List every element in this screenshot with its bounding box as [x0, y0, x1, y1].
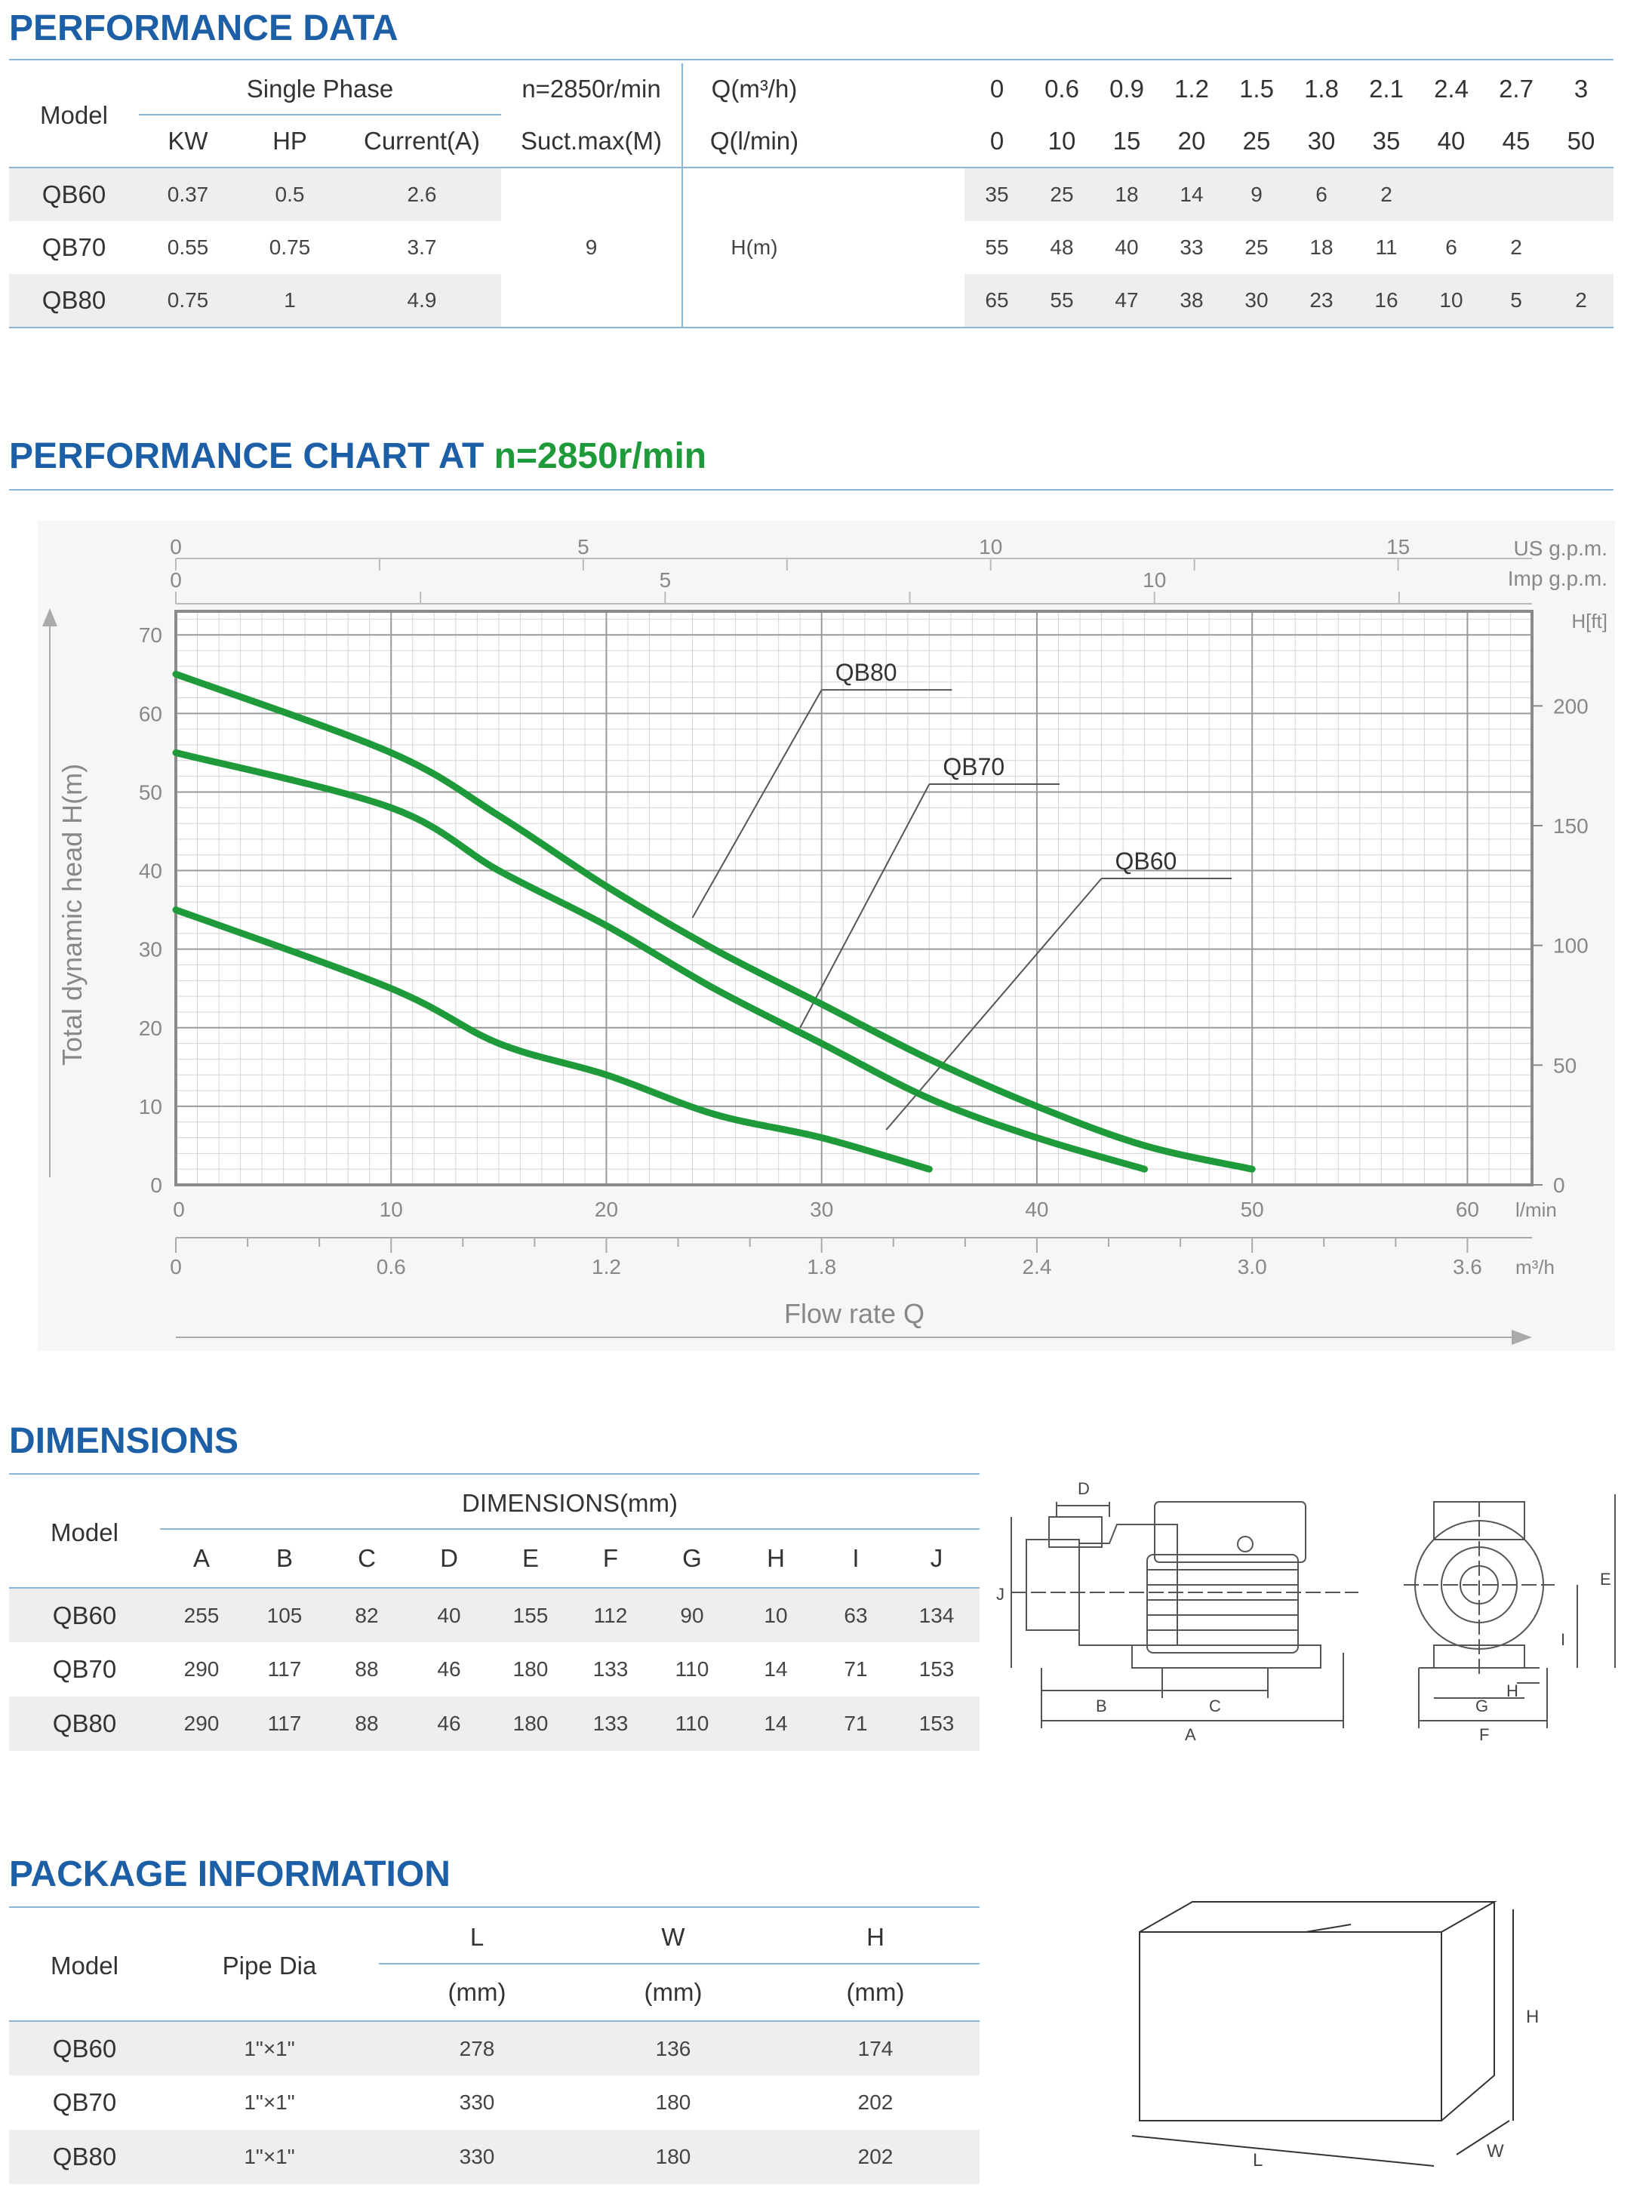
pump-dimension-drawing — [996, 1472, 1645, 1758]
series-label: QB80 — [835, 659, 897, 687]
x-tick-label: 30 — [810, 1198, 834, 1221]
imp-gpm-tick-label: 5 — [659, 568, 672, 592]
dim-value-cell: 133 — [592, 1657, 629, 1681]
us-gpm-tick-label: 5 — [577, 535, 589, 558]
dim-value-cell: 255 — [160, 1588, 243, 1642]
dim-value-cell: 63 — [818, 1588, 894, 1642]
q-lmin-value: 25 — [1242, 126, 1271, 155]
pkg-h-cell: 174 — [771, 2021, 980, 2075]
table-row — [9, 2130, 980, 2184]
dim-value-cell: 290 — [160, 1697, 243, 1751]
x2-unit-label: m³/h — [1515, 1256, 1555, 1278]
dim-value-cell: 133 — [571, 1697, 651, 1751]
head-value — [1419, 168, 1484, 221]
dim-label-d: D — [1078, 1479, 1090, 1498]
head-label-cell: H(m) — [682, 168, 826, 328]
pkg-h-cell: 202 — [857, 2090, 894, 2114]
q-m3h-value: 0.9 — [1109, 75, 1144, 103]
head-value: 35 — [964, 168, 1029, 221]
dim-value-cell: 71 — [844, 1657, 868, 1681]
hdr-q-lmin: Q(l/min) — [682, 115, 826, 168]
chart-title-rule — [9, 489, 1614, 491]
x-tick-label: 60 — [1455, 1198, 1480, 1221]
dim-value-cell: 290 — [183, 1657, 220, 1681]
pkg-hdr-h: H — [771, 1911, 980, 1964]
x-tick-label: 50 — [1240, 1198, 1264, 1221]
head-value: 6 — [1445, 235, 1457, 259]
x-tick-label: 10 — [379, 1198, 403, 1221]
model-cell: QB80 — [9, 274, 139, 328]
dim-value-cell: 88 — [326, 1697, 408, 1751]
head-value: 2 — [1354, 168, 1419, 221]
hdr-current: Current(A) — [343, 115, 501, 168]
dim-value-cell: 88 — [355, 1657, 379, 1681]
q-lmin-value: 30 — [1307, 126, 1336, 155]
x2-tick-label: 0.6 — [376, 1255, 406, 1278]
dim-label-f: F — [1479, 1725, 1490, 1744]
x2-tick-label: 3.0 — [1237, 1255, 1267, 1278]
dim-model-cell: QB80 — [9, 1697, 160, 1751]
q-m3h-value: 1.2 — [1174, 75, 1209, 103]
q-lmin-value: 45 — [1502, 126, 1530, 155]
pkg-l-cell: 330 — [379, 2130, 575, 2184]
head-value — [1549, 168, 1614, 221]
pkg-hdr-pipe: Pipe Dia — [160, 1911, 379, 2021]
dim-col-header: H — [734, 1529, 818, 1588]
model-cell: QB60 — [9, 168, 139, 221]
us-gpm-unit: US g.p.m. — [1513, 537, 1607, 560]
q-lmin-value: 40 — [1437, 126, 1466, 155]
pkg-hdr-model: Model — [9, 1911, 160, 2021]
q-m3h-value: 2.7 — [1499, 75, 1534, 103]
y-tick-label: 10 — [138, 1094, 162, 1118]
head-value: 9 — [1224, 168, 1289, 221]
dim-value-cell: 117 — [243, 1697, 326, 1751]
pkg-unit-l: (mm) — [379, 1964, 575, 2021]
pkg-model-cell: QB70 — [52, 2088, 117, 2116]
y-axis-label: Total dynamic head H(m) — [57, 763, 88, 1066]
pkg-pipe-cell: 1"×1" — [244, 2090, 295, 2114]
package-box-drawing — [1109, 1902, 1577, 2174]
dim-model-cell: QB70 — [52, 1655, 117, 1683]
pkg-w-cell: 180 — [575, 2130, 771, 2184]
pkg-pipe-cell: 1"×1" — [160, 2130, 379, 2184]
head-value: 55 — [985, 235, 1009, 259]
head-value: 38 — [1159, 274, 1224, 327]
imp-gpm-tick-label: 0 — [170, 568, 182, 592]
head-value: 6 — [1289, 168, 1354, 221]
x2-tick-label: 3.6 — [1452, 1255, 1482, 1278]
dim-col-header: E — [491, 1529, 571, 1588]
head-value: 16 — [1354, 274, 1419, 327]
x2-tick-label: 0 — [170, 1255, 182, 1278]
dimensions-title: DIMENSIONS — [9, 1421, 239, 1461]
dim-value-cell: 110 — [675, 1657, 709, 1681]
dim-value-cell: 112 — [571, 1588, 651, 1642]
dim-value-cell: 134 — [894, 1588, 980, 1642]
head-value: 55 — [1029, 274, 1094, 327]
dim-col-header: D — [408, 1529, 491, 1588]
dim-hdr-model: Model — [9, 1478, 160, 1588]
x-tick-label: 40 — [1025, 1198, 1049, 1221]
q-m3h-value: 2.4 — [1434, 75, 1469, 103]
y-tick-label: 0 — [150, 1174, 162, 1197]
q-m3h-value: 3 — [1574, 75, 1589, 103]
dim-col-header: I — [818, 1529, 894, 1588]
dim-value-cell: 180 — [512, 1657, 549, 1681]
y-tick-label: 60 — [138, 702, 162, 726]
dim-value-cell: 82 — [326, 1588, 408, 1642]
pkg-l-cell: 278 — [379, 2021, 575, 2075]
dim-label-e: E — [1600, 1570, 1611, 1589]
dim-value-cell: 90 — [651, 1588, 734, 1642]
dim-value-cell: 153 — [894, 1697, 980, 1751]
y2-tick-label: 150 — [1553, 814, 1589, 838]
chart-title-speed: n=2850r/min — [494, 436, 707, 476]
hdr-single-phase: Single Phase — [139, 63, 501, 115]
current-cell: 4.9 — [343, 274, 501, 328]
series-label: QB70 — [943, 753, 1005, 781]
hp-cell: 1 — [237, 274, 343, 328]
series-label: QB60 — [1115, 847, 1177, 875]
dim-value-cell: 40 — [408, 1588, 491, 1642]
dim-label-i: I — [1561, 1630, 1566, 1649]
hdr-hp: HP — [237, 115, 343, 168]
head-value — [1484, 168, 1549, 221]
dim-col-header: B — [243, 1529, 326, 1588]
x-tick-label: 20 — [594, 1198, 619, 1221]
dim-value-cell: 71 — [818, 1697, 894, 1751]
hdr-model: Model — [9, 63, 139, 168]
head-value: 33 — [1180, 235, 1204, 259]
y2-tick-label: 100 — [1553, 934, 1589, 958]
head-value: 2 — [1510, 235, 1522, 259]
head-value: 65 — [964, 274, 1029, 327]
model-cell: QB70 — [42, 233, 106, 261]
head-value: 23 — [1289, 274, 1354, 327]
us-gpm-tick-label: 0 — [170, 535, 182, 558]
y2-tick-label: 0 — [1553, 1174, 1565, 1197]
dim-hdr-group: DIMENSIONS(mm) — [160, 1478, 980, 1529]
hp-cell: 0.5 — [237, 168, 343, 221]
dim-value-cell: 10 — [734, 1588, 818, 1642]
q-m3h-value: 0.6 — [1044, 75, 1079, 103]
head-value — [1549, 221, 1614, 274]
head-value: 5 — [1484, 274, 1549, 327]
q-lmin-value: 50 — [1567, 126, 1595, 155]
q-lmin-value: 35 — [1372, 126, 1401, 155]
pkg-w-cell: 136 — [575, 2021, 771, 2075]
pkg-unit-w: (mm) — [575, 1964, 771, 2021]
x2-tick-label: 1.2 — [592, 1255, 621, 1278]
dim-value-cell: 153 — [918, 1657, 955, 1681]
box-label-w: W — [1487, 2141, 1504, 2161]
y-tick-label: 50 — [138, 780, 162, 805]
performance-chart-title — [9, 435, 706, 477]
table-row — [9, 1642, 980, 1697]
dim-col-header: C — [326, 1529, 408, 1588]
head-value: 48 — [1050, 235, 1074, 259]
x2-tick-label: 2.4 — [1022, 1255, 1052, 1278]
head-value: 18 — [1094, 168, 1159, 221]
head-value: 2 — [1549, 274, 1614, 327]
us-gpm-tick-label: 10 — [979, 535, 1003, 558]
pkg-model-cell: QB80 — [9, 2130, 160, 2184]
q-m3h-value: 1.5 — [1239, 75, 1274, 103]
dim-model-cell: QB60 — [9, 1588, 160, 1642]
pkg-unit-h: (mm) — [771, 1964, 980, 2021]
y2-tick-label: 200 — [1553, 694, 1589, 718]
x-axis-label: Flow rate Q — [783, 1298, 925, 1329]
dim-label-c: C — [1209, 1697, 1221, 1715]
head-value: 40 — [1115, 235, 1139, 259]
head-value: 14 — [1159, 168, 1224, 221]
x-unit-label: l/min — [1515, 1198, 1557, 1221]
hdr-kw: KW — [139, 115, 237, 168]
head-value: 11 — [1375, 235, 1398, 259]
package-rule — [9, 1906, 980, 1908]
imp-gpm-unit: Imp g.p.m. — [1507, 567, 1607, 590]
pkg-model-cell: QB60 — [9, 2021, 160, 2075]
head-value: 18 — [1309, 235, 1334, 259]
kw-cell: 0.55 — [167, 235, 209, 259]
current-cell: 3.7 — [407, 235, 437, 259]
hp-cell: 0.75 — [269, 235, 311, 259]
head-value: 10 — [1419, 274, 1484, 327]
dim-value-cell: 46 — [437, 1657, 461, 1681]
package-table — [9, 1911, 980, 2184]
dimensions-table — [9, 1478, 980, 1751]
dim-value-cell: 117 — [267, 1657, 302, 1681]
dim-value-cell: 105 — [243, 1588, 326, 1642]
dim-label-h: H — [1506, 1681, 1518, 1700]
dim-value-cell: 155 — [491, 1588, 571, 1642]
pkg-pipe-cell: 1"×1" — [160, 2021, 379, 2075]
q-m3h-value: 2.1 — [1369, 75, 1404, 103]
y-tick-label: 30 — [138, 937, 162, 961]
table-row — [9, 1697, 980, 1751]
performance-table — [9, 63, 1614, 328]
x2-tick-label: 1.8 — [807, 1255, 837, 1278]
head-value: 30 — [1224, 274, 1289, 327]
performance-data-title: PERFORMANCE DATA — [9, 8, 398, 48]
q-lmin-value: 0 — [989, 126, 1004, 155]
chart-title-main: PERFORMANCE CHART AT — [9, 436, 494, 476]
pkg-l-cell: 330 — [459, 2090, 495, 2114]
pkg-h-cell: 202 — [771, 2130, 980, 2184]
hdr-speed: n=2850r/min — [521, 75, 661, 103]
dim-value-cell: 180 — [491, 1697, 571, 1751]
y-tick-label: 40 — [138, 859, 162, 883]
box-label-h: H — [1526, 2007, 1540, 2027]
imp-gpm-tick-label: 10 — [1143, 568, 1167, 592]
hdr-q-m3h: Q(m³/h) — [682, 63, 826, 115]
dim-col-header: J — [894, 1529, 980, 1588]
current-cell: 2.6 — [343, 168, 501, 221]
table-row — [9, 1588, 980, 1642]
dim-col-header: G — [651, 1529, 734, 1588]
pkg-w-cell: 180 — [655, 2090, 691, 2114]
us-gpm-tick-label: 15 — [1386, 535, 1411, 558]
x-tick-label: 0 — [173, 1198, 185, 1221]
dim-col-header: F — [571, 1529, 651, 1588]
table-row — [9, 168, 1614, 221]
head-value: 47 — [1094, 274, 1159, 327]
y-tick-label: 70 — [138, 623, 162, 648]
hdr-suct: Suct.max(M) — [501, 115, 682, 168]
head-value: 25 — [1029, 168, 1094, 221]
y2-unit-label: H[ft] — [1571, 610, 1607, 632]
suct-cell: 9 — [501, 168, 682, 328]
y2-tick-label: 50 — [1553, 1054, 1577, 1078]
dimensions-rule — [9, 1473, 980, 1475]
q-lmin-value: 20 — [1177, 126, 1206, 155]
head-value: 25 — [1244, 235, 1269, 259]
dim-value-cell: 14 — [764, 1657, 788, 1681]
q-lmin-value: 10 — [1047, 126, 1076, 155]
plot-area — [176, 611, 1532, 1185]
dim-value-cell: 14 — [734, 1697, 818, 1751]
title-rule — [9, 59, 1614, 60]
kw-cell: 0.75 — [139, 274, 237, 328]
dim-col-header: A — [160, 1529, 243, 1588]
kw-cell: 0.37 — [139, 168, 237, 221]
performance-chart — [0, 513, 1652, 1358]
table-row — [9, 2021, 980, 2075]
dim-value-cell: 110 — [651, 1697, 734, 1751]
table-row — [9, 2075, 980, 2130]
q-lmin-value: 15 — [1112, 126, 1141, 155]
dim-label-j: J — [996, 1585, 1004, 1604]
dim-label-g: G — [1475, 1697, 1489, 1715]
pkg-hdr-l: L — [379, 1911, 575, 1964]
dim-value-cell: 46 — [408, 1697, 491, 1751]
q-m3h-value: 0 — [989, 75, 1004, 103]
dim-label-b: B — [1096, 1697, 1107, 1715]
q-m3h-value: 1.8 — [1304, 75, 1339, 103]
pkg-hdr-w: W — [575, 1911, 771, 1964]
y-tick-label: 20 — [138, 1016, 162, 1040]
dim-label-a: A — [1185, 1725, 1196, 1744]
package-title: PACKAGE INFORMATION — [9, 1854, 451, 1894]
box-label-l: L — [1253, 2150, 1263, 2170]
